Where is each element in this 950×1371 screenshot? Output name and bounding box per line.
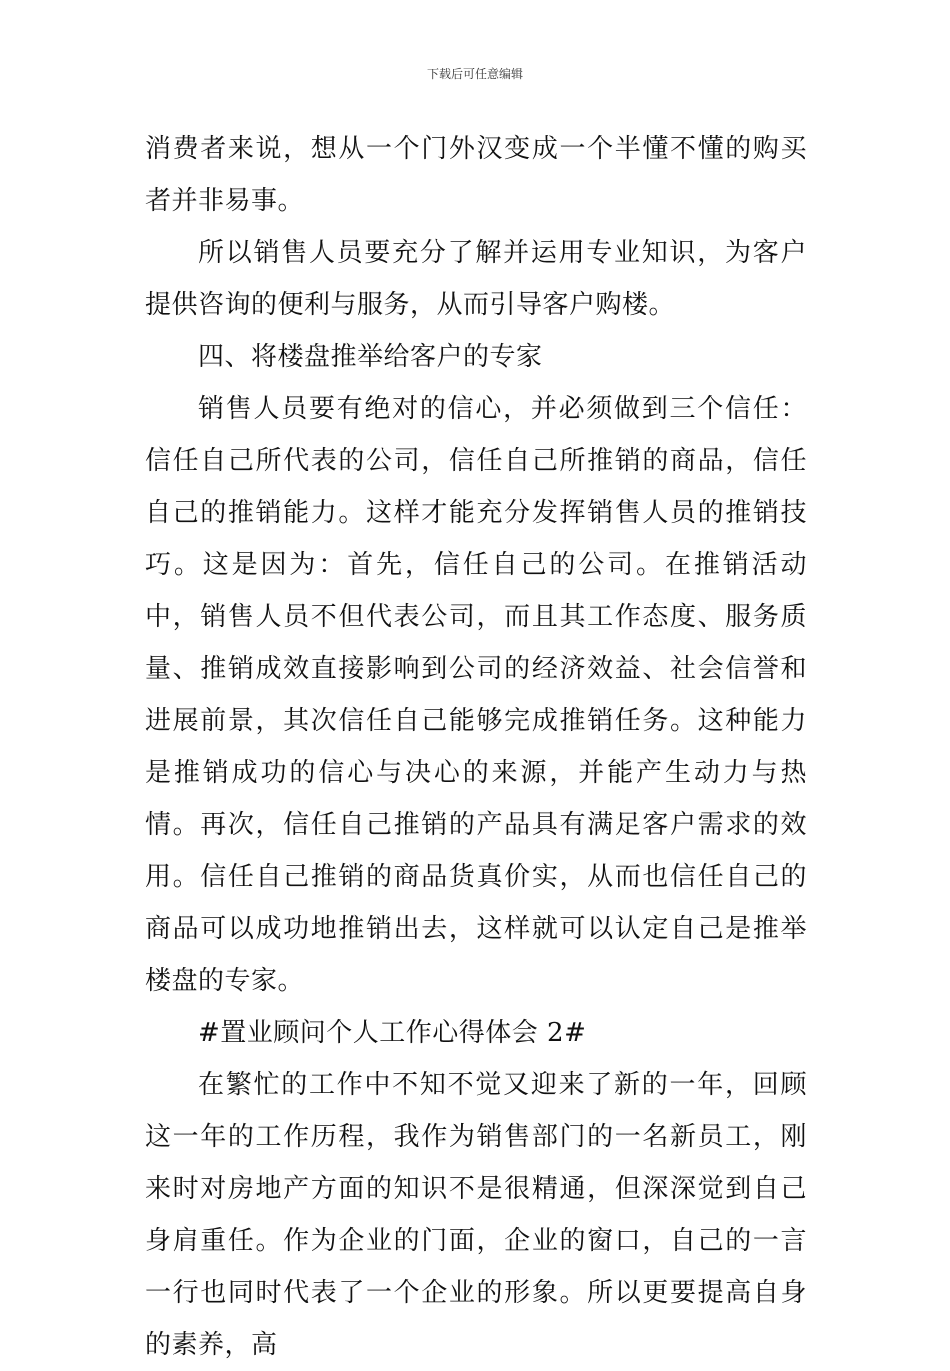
paragraph-4: 在繁忙的工作中不知不觉又迎来了新的一年，回顾这一年的工作历程，我作为销售部门的一名新员工，刚来时对房地产方面的知识不是很精通，但深深觉到自己身肩重任。作为企业的门面，企业的窗口，自己的一言一行也同时代表了一个企业的形象。所以更要提高自身的素养，高 (145, 1070, 807, 1360)
article-title: #置业顾问个人工作心得体会 2# (198, 1018, 587, 1048)
paragraph-1: 消费者来说，想从一个门外汉变成一个半懂不懂的购买者并非易事。 (145, 134, 807, 216)
paragraph-2: 所以销售人员要充分了解并运用专业知识，为客户提供咨询的便利与服务，从而引导客户购楼。 (145, 238, 807, 320)
page-header: 下载后可任意编辑 (426, 67, 523, 81)
section-heading: 四、将楼盘推举给客户的专家 (198, 342, 543, 372)
document-body (145, 123, 807, 1371)
paragraph-3: 销售人员要有绝对的信心，并必须做到三个信任：信任自己所代表的公司，信任自己所推销的商品，信任自己的推销能力。这样才能充分发挥销售人员的推销技巧。这是因为：首先，信任自己的公司。在推销活动中，销售人员不但代表公司，而且其工作态度、服务质量、推销成效直接影响到公司的经济效益、社会信誉和进展前景，其次信任自己能够完成推销任务。这种能力是推销成功的信心与决心的来源，并能产生动力与热情。再次，信任自己推销的产品具有满足客户需求的效用。信任自己推销的商品货真价实，从而也信任自己的商品可以成功地推销出去，这样就可以认定自己是推举楼盘的专家。 (145, 394, 807, 996)
